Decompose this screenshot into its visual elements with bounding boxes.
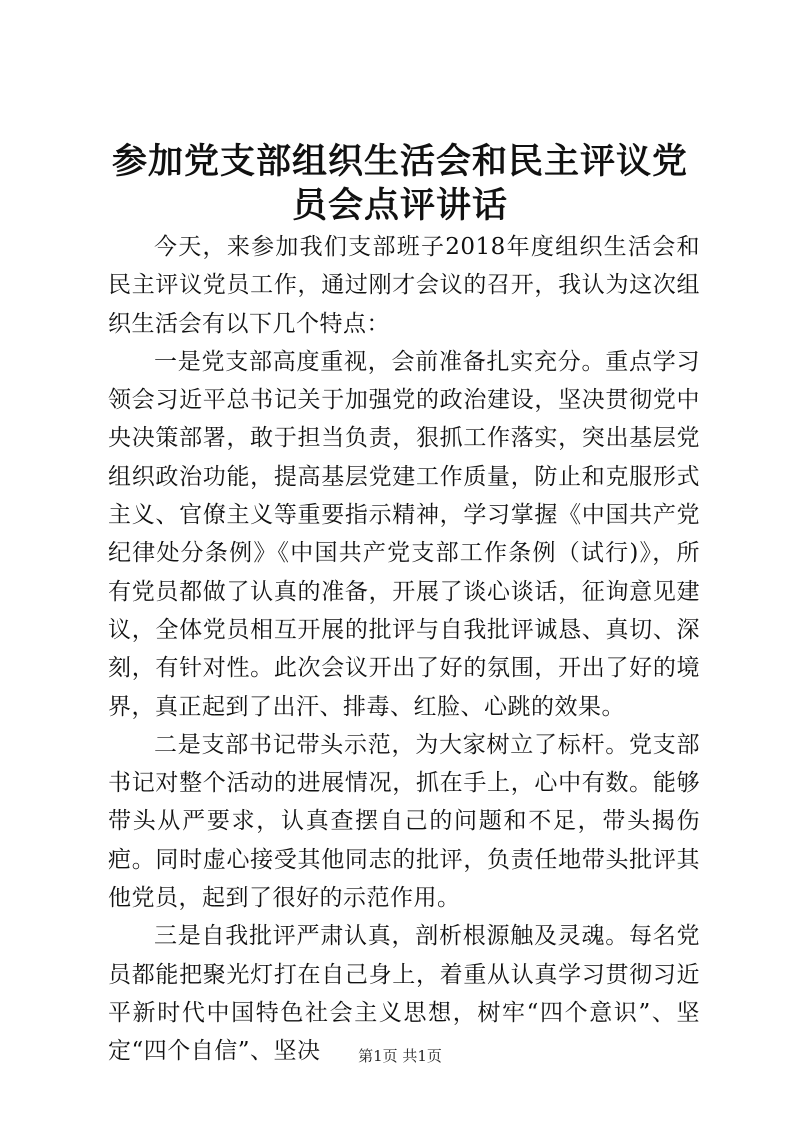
document-body: [108, 228, 700, 1071]
document-title: 参加党支部组织生活会和民主评议党员会点评讲话: [111, 141, 688, 226]
page-number-footer: 第1页 共1页: [358, 1047, 442, 1065]
paragraph-point-one: 一是党支部高度重视，会前准备扎实充分。重点学习领会习近平总书记关于加强党的政治建设，坚决贯彻党中央决策部署，敢于担当负责，狠抓工作落实，突出基层党组织政治功能，提高基层党建工作质量，防止和克服形式主义、官僚主义等重要指示精神，学习掌握《中国共产党纪律处分条例》《中国共产党支部工作条例（试行)》，所有党员都做了认真的准备，开展了谈心谈话，征询意见建议，全体党员相互开展的批评与自我批评诚恳、真切、深刻，有针对性。此次会议开出了好的氛围，开出了好的境界，真正起到了出汗、排毒、红脸、心跳的效果。: [108, 348, 700, 720]
paragraph-point-two: 二是支部书记带头示范，为大家树立了标杆。党支部书记对整个活动的进展情况，抓在手上，心中有数。能够带头从严要求，认真查摆自己的问题和不足，带头揭伤疤。同时虚心接受其他同志的批评，负责任地带头批评其他党员，起到了很好的示范作用。: [108, 731, 700, 912]
paragraph-intro: 今天，来参加我们支部班子2018年度组织生活会和民主评议党员工作，通过刚才会议的召开，我认为这次组织生活会有以下几个特点：: [108, 234, 700, 337]
paragraph-point-three: 三是自我批评严肃认真，剖析根源触及灵魂。每名党员都能把聚光灯打在自己身上，着重从认真学习贯彻习近平新时代中国特色社会主义思想，树牢“四个意识”、坚定“四个自信”、坚决: [108, 923, 700, 1065]
